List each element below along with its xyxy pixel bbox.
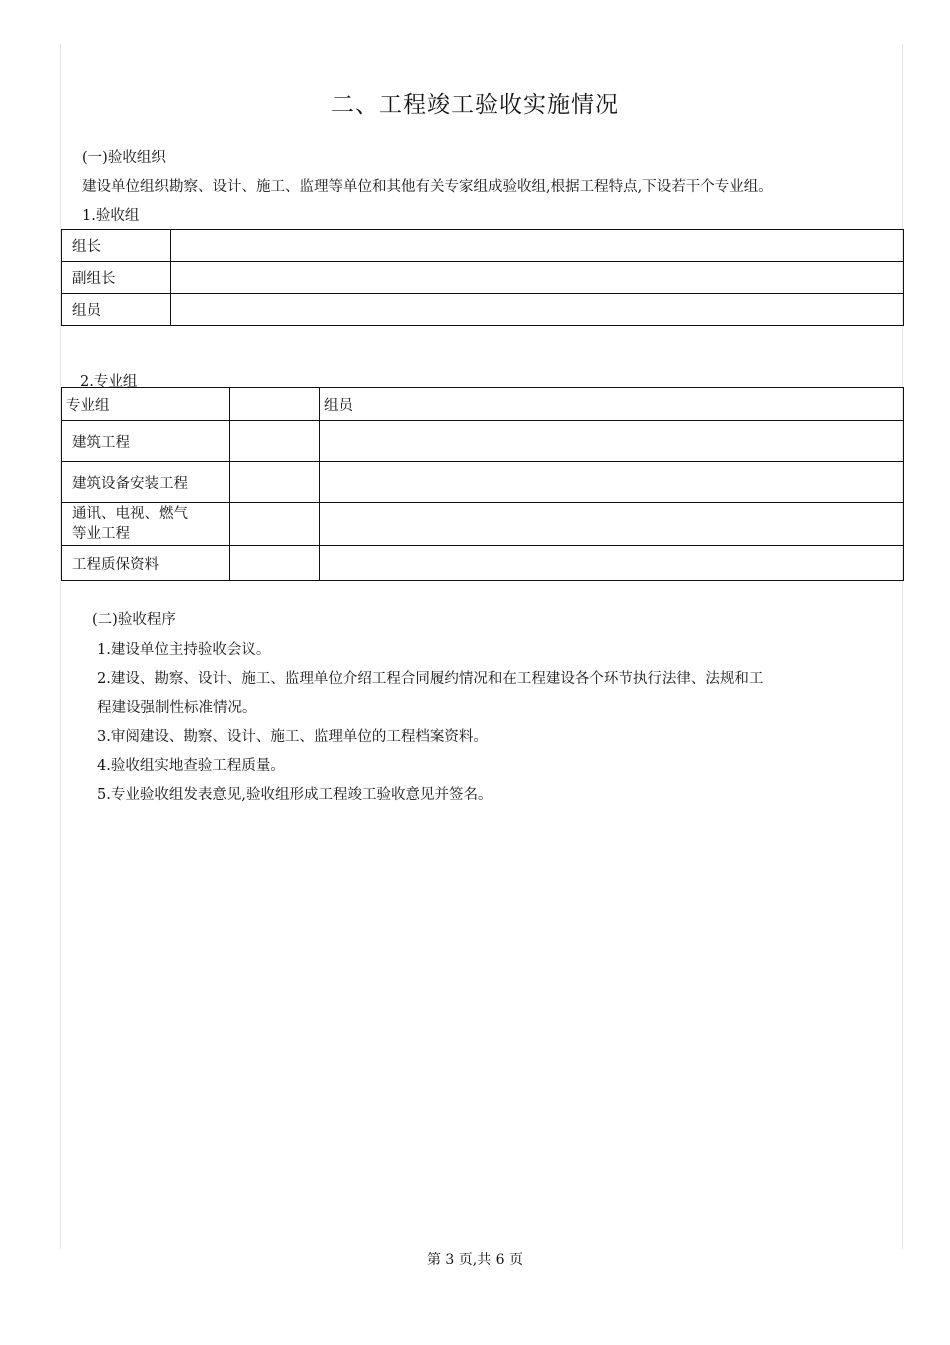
procedure-item: 4.验收组实地查验工程质量。 — [97, 758, 285, 774]
row-name: 工程质保资料 — [62, 546, 230, 581]
section1-heading: (一)验收组织 — [82, 150, 166, 166]
page-number-footer: 第 3 页,共 6 页 — [426, 1252, 524, 1268]
table-row — [62, 421, 904, 462]
row-members[interactable] — [320, 462, 904, 503]
row-members[interactable] — [320, 503, 904, 546]
procedure-item: 1.建设单位主持验收会议。 — [97, 642, 271, 658]
row-cell[interactable] — [230, 546, 320, 581]
document-title: 二、工程竣工验收实施情况 — [331, 92, 619, 118]
header-blank — [230, 388, 320, 421]
table-row — [62, 503, 904, 546]
page-margin-left — [60, 44, 61, 1249]
section2-heading: (二)验收程序 — [92, 612, 176, 628]
row-name — [62, 503, 230, 546]
leader-value[interactable] — [171, 230, 904, 262]
row-cell[interactable] — [230, 421, 320, 462]
leader-label: 组长 — [62, 230, 171, 262]
row-name-line2: 等业工程 — [72, 526, 130, 542]
professional-group-heading: 2.专业组 — [80, 374, 138, 390]
deputy-leader-label: 副组长 — [62, 262, 171, 294]
row-name: 建筑设备安装工程 — [62, 462, 230, 503]
section1-intro: 建设单位组织勘察、设计、施工、监理等单位和其他有关专家组成验收组,根据工程特点,下设若干个专业组。 — [82, 179, 773, 195]
professional-group-table — [61, 387, 904, 581]
row-members[interactable] — [320, 421, 904, 462]
header-professional-group: 专业组 — [62, 388, 230, 421]
members-value[interactable] — [171, 294, 904, 326]
table-row — [62, 262, 904, 294]
deputy-leader-value[interactable] — [171, 262, 904, 294]
page-margin-right — [902, 44, 903, 1249]
table-row — [62, 230, 904, 262]
procedure-item: 5.专业验收组发表意见,验收组形成工程竣工验收意见并签名。 — [97, 787, 493, 803]
row-name: 建筑工程 — [62, 421, 230, 462]
header-members: 组员 — [320, 388, 904, 421]
table-row — [62, 546, 904, 581]
row-name-line1: 通讯、电视、燃气 — [72, 506, 188, 522]
procedure-item-continued: 程建设强制性标准情况。 — [97, 700, 257, 716]
table-header-row — [62, 388, 904, 421]
table-row — [62, 294, 904, 326]
acceptance-group-table — [61, 229, 904, 326]
acceptance-group-heading: 1.验收组 — [82, 208, 140, 224]
row-cell[interactable] — [230, 503, 320, 546]
procedure-item: 3.审阅建设、勘察、设计、施工、监理单位的工程档案资料。 — [97, 729, 488, 745]
row-members[interactable] — [320, 546, 904, 581]
procedure-item: 2.建设、勘察、设计、施工、监理单位介绍工程合同履约情况和在工程建设各个环节执行法律、法规和工 — [97, 671, 764, 687]
table-row — [62, 462, 904, 503]
row-cell[interactable] — [230, 462, 320, 503]
members-label: 组员 — [62, 294, 171, 326]
